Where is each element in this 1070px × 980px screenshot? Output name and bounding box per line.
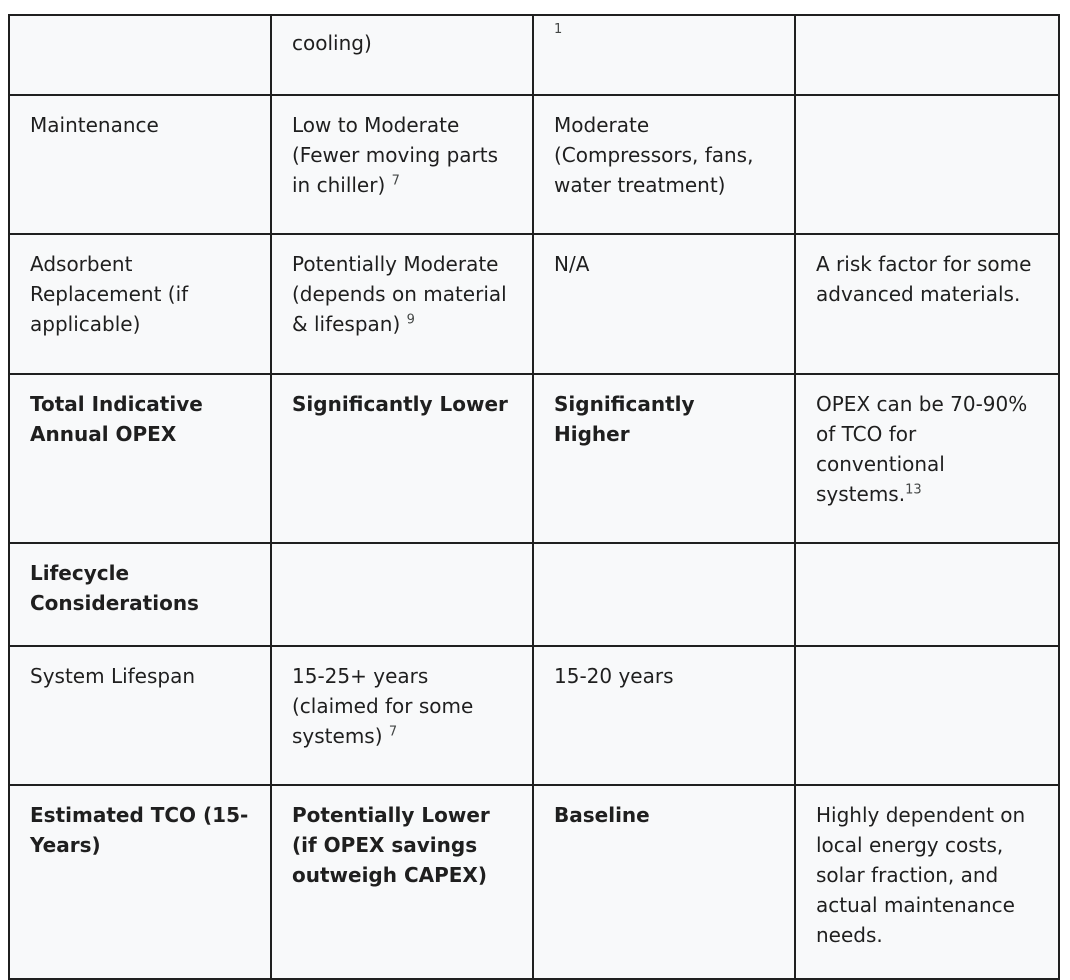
cell-text: Lifecycle Considerations	[30, 561, 199, 615]
footnote-ref[interactable]: 13	[905, 482, 922, 498]
table-cell	[795, 15, 1059, 95]
table-cell	[533, 374, 795, 543]
cell-text: Significantly Lower	[292, 392, 508, 416]
footnote-ref[interactable]: 9	[406, 312, 415, 328]
table-cell	[9, 646, 271, 785]
cell-text: System Lifespan	[30, 664, 196, 688]
table-cell	[271, 785, 533, 979]
cell-text: Highly dependent on local energy costs, solar fraction, and actual maintenance needs.	[816, 803, 1026, 947]
table-row	[9, 95, 1059, 234]
table-cell	[533, 15, 795, 95]
comparison-table-body	[9, 15, 1059, 979]
table-cell	[795, 785, 1059, 979]
table-cell	[795, 374, 1059, 543]
cell-text: Maintenance	[30, 113, 159, 137]
cell-text: Adsorbent Replacement (if applicable)	[30, 252, 189, 336]
cell-text: Total Indicative Annual OPEX	[30, 392, 203, 446]
table-cell	[533, 234, 795, 374]
table-row	[9, 646, 1059, 785]
table-cell	[795, 95, 1059, 234]
footnote-ref[interactable]: 7	[388, 724, 398, 740]
table-cell	[533, 785, 795, 979]
table-cell	[271, 95, 533, 234]
table-row	[9, 15, 1059, 95]
comparison-table	[8, 14, 1060, 980]
table-row	[9, 234, 1059, 374]
table-cell	[795, 646, 1059, 785]
table-cell	[9, 785, 271, 979]
table-cell	[271, 234, 533, 374]
footnote-ref[interactable]: 1	[554, 22, 563, 37]
table-cell	[9, 374, 271, 543]
cell-text: N/A	[554, 252, 590, 276]
table-cell	[9, 15, 271, 95]
table-cell	[795, 234, 1059, 374]
table-cell	[795, 543, 1059, 646]
cell-text: OPEX can be 70-90% of TCO for conventional systems.	[816, 392, 1028, 506]
table-cell	[9, 234, 271, 374]
cell-text: Potentially Moderate (depends on material & lifespan)	[292, 252, 507, 336]
table-cell	[9, 543, 271, 646]
cell-text: Moderate (Compressors, fans, water treatment)	[554, 113, 754, 197]
cell-text: Baseline	[554, 803, 650, 827]
cell-text: Estimated TCO (15-Years)	[30, 803, 249, 857]
table-cell	[271, 15, 533, 95]
table-cell	[271, 374, 533, 543]
cell-text: cooling)	[292, 31, 372, 55]
table-row	[9, 374, 1059, 543]
table-cell	[271, 646, 533, 785]
table-row	[9, 785, 1059, 979]
comparison-table-container	[8, 14, 1058, 980]
table-cell	[533, 543, 795, 646]
cell-text: Potentially Lower (if OPEX savings outweigh CAPEX)	[292, 803, 490, 887]
table-cell	[533, 646, 795, 785]
cell-text: Low to Moderate (Fewer moving parts in chiller)	[292, 113, 499, 197]
cell-text: 15-20 years	[554, 664, 674, 688]
table-cell	[271, 543, 533, 646]
table-cell	[533, 95, 795, 234]
table-cell	[9, 95, 271, 234]
cell-text: 15-25+ years (claimed for some systems)	[292, 664, 474, 748]
cell-text: Significantly Higher	[554, 392, 695, 446]
table-row	[9, 543, 1059, 646]
footnote-ref[interactable]: 7	[391, 173, 400, 189]
cell-text: A risk factor for some advanced materials.	[816, 252, 1032, 306]
